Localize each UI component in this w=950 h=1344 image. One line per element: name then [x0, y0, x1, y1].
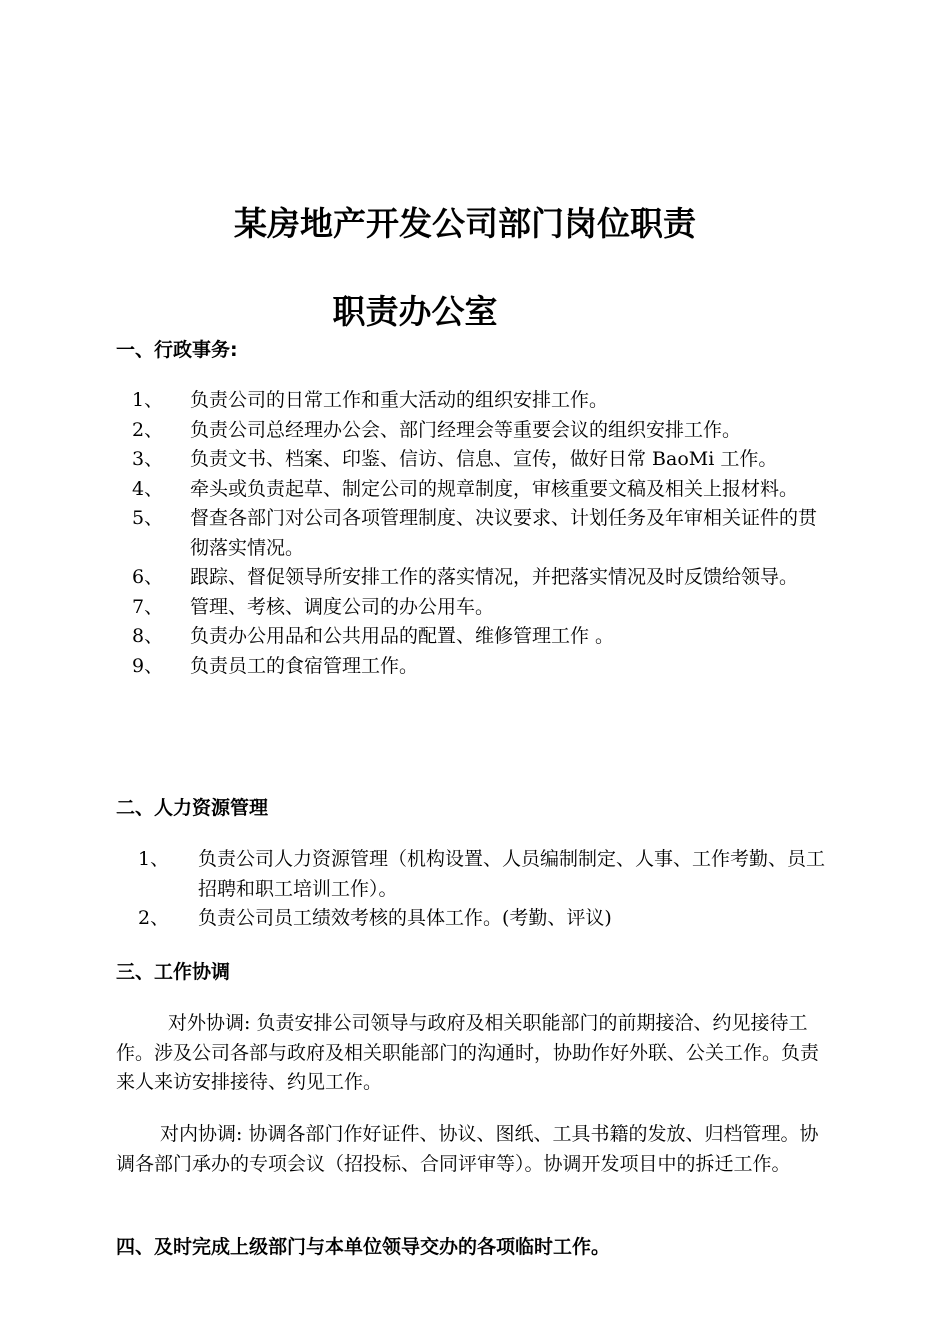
- list-item: [0, 475, 950, 505]
- human-resources-list: [0, 845, 950, 934]
- list-item-number: 1、: [132, 389, 164, 411]
- section-heading-administration: 一、行政事务:: [116, 339, 238, 361]
- list-item: [0, 845, 950, 904]
- list-item-text: 督查各部门对公司各项管理制度、决议要求、计划任务及年审相关证件的贯彻落实情况。: [190, 507, 818, 559]
- list-item-text: 跟踪、督促领导所安排工作的落实情况，并把落实情况及时反馈给领导。: [190, 566, 799, 588]
- list-item-text: 管理、考核、调度公司的办公用车。: [190, 595, 495, 618]
- list-item: [0, 593, 950, 623]
- list-item-number: 6、: [132, 566, 164, 588]
- paragraph-internal-coordination: 对内协调: 协调各部门作好证件、协议、图纸、工具书籍的发放、归档管理。协调各部门承办的专项会议（招投标、合同评审等）。协调开发项目中的拆迁工作。: [116, 1123, 819, 1175]
- list-item: [0, 563, 950, 593]
- list-item-text: 牵头或负责起草、制定公司的规章制度，审核重要文稿及相关上报材料。: [190, 477, 799, 500]
- list-item: [0, 445, 950, 475]
- list-item-text: 负责员工的食宿管理工作。: [190, 654, 419, 677]
- list-item-number: 4、: [132, 477, 164, 500]
- list-item: [0, 904, 950, 934]
- list-item-number: 8、: [132, 625, 164, 647]
- list-item: [0, 622, 950, 652]
- list-item-number: 5、: [132, 507, 164, 529]
- list-item: [0, 652, 950, 682]
- section-heading-coordination: 三、工作协调: [116, 961, 231, 983]
- list-item-number: 2、: [138, 907, 170, 929]
- section-heading-human-resources: 二、人力资源管理: [116, 797, 269, 819]
- list-item-text: 负责办公用品和公共用品的配置、维修管理工作 。: [190, 625, 615, 647]
- list-item-number: 3、: [132, 448, 164, 470]
- list-item-text: 负责公司员工绩效考核的具体工作。(考勤、评议): [198, 907, 612, 929]
- list-item-number: 7、: [132, 595, 164, 618]
- administration-list: [0, 386, 950, 681]
- list-item-text: 负责公司的日常工作和重大活动的组织安排工作。: [190, 389, 609, 411]
- document-subtitle: 职责办公室: [332, 292, 498, 331]
- list-item: [0, 416, 950, 446]
- list-item: [0, 504, 950, 563]
- paragraph-external-coordination: 对外协调: 负责安排公司领导与政府及相关职能部门的前期接洽、约见接待工作。涉及公司各部与政府及相关职能部门的沟通时，协助作好外联、公关工作。负责来人来访安排接待、约见工作。: [116, 1012, 820, 1093]
- list-item-number: 1、: [138, 848, 170, 870]
- list-item-text: 负责公司人力资源管理（机构设置、人员编制制定、人事、工作考勤、员工招聘和职工培训工作）。: [198, 848, 826, 900]
- list-item-text: 负责文书、档案、印鉴、信访、信息、宣传，做好日常 BaoMi 工作。: [190, 448, 778, 470]
- section-heading-temporary-tasks: 四、及时完成上级部门与本单位领导交办的各项临时工作。: [116, 1236, 611, 1258]
- list-item-text: 负责公司总经理办公会、部门经理会等重要会议的组织安排工作。: [190, 418, 742, 441]
- list-item: [0, 386, 950, 416]
- list-item-number: 2、: [132, 418, 164, 441]
- list-item-number: 9、: [132, 654, 164, 677]
- document-title: 某房地产开发公司部门岗位职责: [234, 204, 696, 243]
